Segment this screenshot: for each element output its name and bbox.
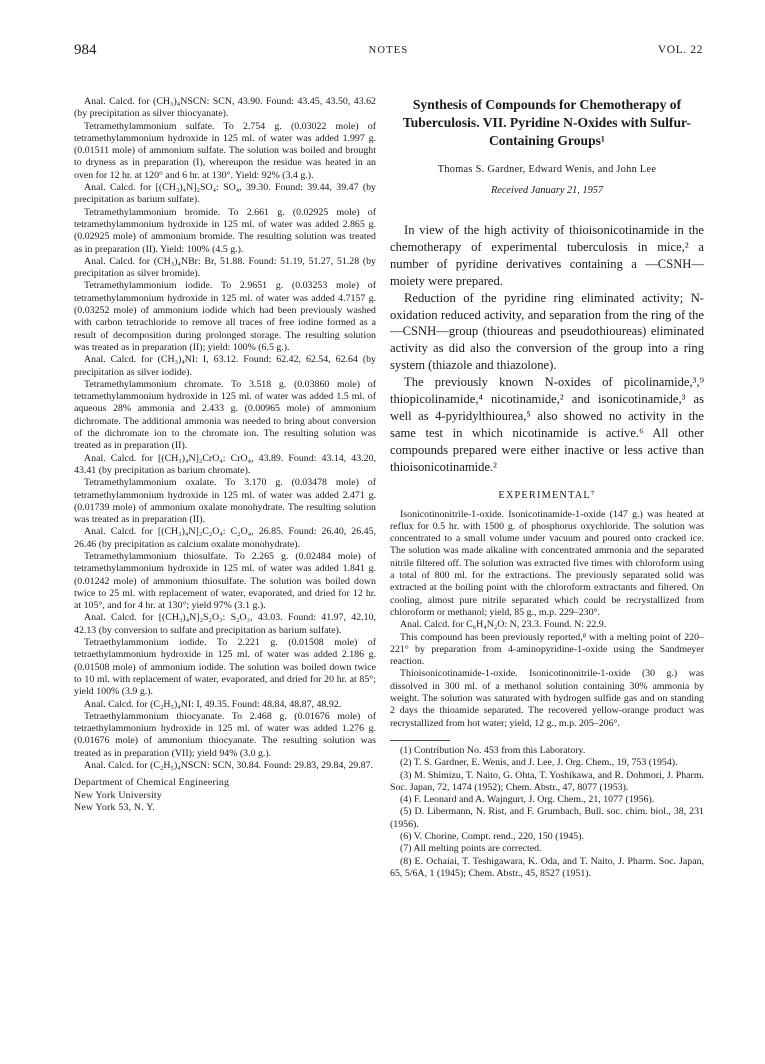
intro-paragraph: The previously known N-oxides of picolinamide,³,⁹ thiopicolinamide,⁴ nicotinamide,² and isonicotinamide,³ as well as 4-pyridylthiourea,⁵ also showed no activity in the same test in which nicotinamide is active.⁶ All other compounds prepared were either inactive or less active than thioisonicotinamide.² — [390, 375, 704, 474]
paragraph: Anal. Calcd. for [(CH₃)₄N]₂C₂O₄: C₂O₄, 26.85. Found: 26.40, 26.45, 26.46 (by precipitation as calcium oxalate monohydrate). — [74, 526, 376, 550]
running-title: NOTES — [368, 45, 409, 56]
paragraph: Tetramethylammonium sulfate. To 2.754 g. (0.03022 mole) of tetramethylammonium hydroxide in 125 ml. of water was added 1.997 g. (0.01511 mole) of ammonium sulfate. The solution was boiled and brought to dryness as in preparation (I), whereupon the residue was heated in an oven for 12 hr. at 120° and 6 hr. at 130°. Yield: 92% (3.4 g.). — [74, 120, 376, 181]
experimental-paragraph: Isonicotinonitrile-1-oxide. Isonicotinamide-1-oxide (147 g.) was heated at reflux for 0.5 hr. with 1500 g. of phosphorus oxychloride. The solution was concentrated to a small volume under vacuum and poured onto cracked ice. The solution was made alkaline with concentrated ammonia and the separated nitrile filtered off. The solution was extracted five times with chloroform using a total of 800 ml. for the extractions. The previously separated solid was extracted at the boiling point with the chloroform extractants and filtered. On cooling, almost pure nitrile separated which could be recrystallized from chloroform or methanol; yield, 85 g., m.p. 229–230°. — [390, 508, 704, 618]
paragraph: Tetramethylammonium iodide. To 2.9651 g. (0.03253 mole) of tetramethylammonium hydroxide in 125 ml. of water was added 4.7157 g. (0.03252 mole) of ammonium iodide which had been previously washed with carbon tetrachloride to remove all traces of free iodine formed as a result of decomposition during prolonged storage. The resulting solution was treated as in preparation (II); yield: 100% (6.5 g.). — [74, 280, 376, 353]
right-column — [390, 96, 704, 880]
left-paragraphs — [74, 96, 376, 772]
intro-paragraph: In view of the high activity of thioisonicotinamide in the chemotherapy of experimental tuberculosis in mice,² a number of pyridine derivatives containing a —CSNH— moiety were prepared. — [390, 223, 704, 288]
experimental-paragraph: Anal. Calcd. for C₆H₄N₂O: N, 23.3. Found. N: 22.9. — [400, 619, 607, 631]
intro-paragraph: Reduction of the pyridine ring eliminated activity; N-oxidation reduced activity, and separation from the ring of the —CSNH—group (thioureas and pseudothioureas) eliminated activity as did also the conversion of the group into a ring system (thiazole and thiazolone). — [390, 290, 704, 373]
reference-item: (8) E. Ochaiai, T. Teshigawara, K. Oda, and T. Naito, J. Pharm. Soc. Japan, 65, 5/6A, 1 (1945); Chem. Abstr., 45, 8527 (1951). — [390, 855, 704, 879]
paragraph: Anal. Calcd. for [(CH₃)₄N]₂S₂O₃: S₂O₃, 43.03. Found: 41.97, 42.10, 42.13 (by conversion to sulfate and precipitation as barium sulfate). — [74, 612, 376, 636]
references — [390, 745, 704, 880]
received-date: Received January 21, 1957 — [490, 185, 604, 196]
paragraph: Tetramethylammonium oxalate. To 3.170 g. (0.03478 mole) of tetramethylammonium hydroxide in 125 ml. of water was added 2.471 g. (0.01739 mole) of ammonium oxalate monohydrate. The resulting solution was treated as in preparation (II). — [74, 477, 376, 526]
paragraph: Anal. Calcd. for (CH₃)₄NBr: Br, 51.88. Found: 51.19, 51.27, 51.28 (by precipitation as silver bromide). — [74, 255, 376, 280]
experimental-paragraph: This compound has been previously reported,⁸ with a melting point of 220–221° by preparation from 4-aminopyridine-1-oxide using the Sandmeyer reaction. — [390, 631, 704, 668]
article-title: Synthesis of Compounds for Chemotherapy of Tuberculosis. VII. Pyridine N-Oxides with Sulfur-Containing Groups¹ — [402, 97, 692, 148]
paragraph: Tetramethylammonium chromate. To 3.518 g. (0.03860 mole) of tetramethylammonium hydroxide in 125 ml. of water was added 1.5 ml. of aqueous 28% ammonia and 2.433 g. (0.00965 mole) of ammonium dichromate. The additional ammonia was needed to bring about conversion of the dichromate ion to the chromate ion. The resulting solution was treated as in preparation (II). — [74, 378, 376, 452]
footnote-rule — [390, 740, 450, 741]
paragraph: Anal. Calcd. for [(CH₃)₄N]₂SO₄: SO₄, 39.30. Found: 39.44, 39.47 (by precipitation as barium sulfate). — [74, 182, 376, 206]
reference-item: (2) T. S. Gardner, E. Wenis, and J. Lee, J. Org. Chem., 19, 753 (1954). — [400, 757, 678, 769]
reference-item: (5) D. Libermann, N. Rist, and F. Grumbach, Bull. soc. chim. biol., 38, 231 (1956). — [390, 806, 704, 830]
paragraph: Anal. Calcd. for (C₂H₅)₄NSCN: SCN, 30.84. Found: 29.83, 29.84, 29.87. — [84, 760, 374, 772]
paragraph: Anal. Calcd. for [(CH₃)₄N]₂CrO₄: CrO₄, 43.89. Found: 43.14, 43.20, 43.41 (by precipitation as barium chromate). — [74, 452, 376, 476]
reference-item: (4) F. Leonard and A. Wajngurt, J. Org. Chem., 21, 1077 (1956). — [400, 794, 655, 806]
affiliation-line: Department of Chemical Engineering — [74, 777, 230, 789]
paragraph: Anal. Calcd. for (CH₃)₄NI: I, 63.12. Found: 62.42, 62.54, 62.64 (by precipitation as silver iodide). — [74, 354, 376, 378]
paragraph: Tetraethylammonium thiocyanate. To 2.468 g. (0.01676 mole) of tetraethylammonium hydroxide in 125 ml. of water was added 1.276 g. (0.01676 mole) of ammonium thiocyanate. The resulting solution was treated as in preparation (VII); yield 94% (3.0 g.). — [74, 710, 376, 759]
paragraph: Tetraethylammonium iodide. To 2.221 g. (0.01508 mole) of tetraethylammonium hydroxide in 125 ml. of water was added 2.186 g. (0.01508 mole) of ammonium iodide. The solution was boiled down twice to 10 ml. with replacement of water, evaporated, and dried for 20 hr. at 85°; yield 100% (3.9 g.). — [74, 637, 376, 698]
experimental-paragraph: Thioisonicotinamide-1-oxide. Isonicotinonitrile-1-oxide (30 g.) was dissolved in 300 ml. of a methanol solution containing 30% ammonia by weight. The solution was saturated with hydrogen sulfide gas and on standing 2 days the thioamide separated. The recovered yellow-orange product was recrystallized from hot water; yield, 12 g., m.p. 205–206°. — [390, 668, 704, 729]
affiliation-line: New York University — [74, 789, 163, 801]
article-authors: Thomas S. Gardner, Edward Wenis, and John Lee — [437, 164, 657, 175]
reference-item: (7) All melting points are corrected. — [400, 843, 542, 855]
paragraph: Anal. Calcd. for (CH₃)₄NSCN: SCN, 43.90. Found: 43.45, 43.50, 43.62 (by precipitation as silver thiocyanate). — [74, 96, 376, 120]
volume-label: VOL. 22 — [657, 44, 703, 56]
reference-item: (6) V. Chorine, Compt. rend., 220, 150 (1945). — [400, 831, 584, 843]
experimental-section — [390, 509, 704, 730]
affiliation — [74, 777, 376, 814]
article-intro — [390, 222, 704, 476]
page-header — [74, 42, 703, 62]
reference-item: (3) M. Shimizu, T. Naito, G. Ohta, T. Yoshikawa, and R. Dohmori, J. Pharm. Soc. Japan, 72, 1474 (1952); Chem. Abstr., 47, 8077 (1953). — [390, 769, 704, 793]
paragraph: Tetramethylammonium thiosulfate. To 2.265 g. (0.02484 mole) of tetramethylammonium hydroxide in 125 ml. of water was added 1.841 g. (0.01242 mole) of ammonium thiosulfate. The solution was boiled down twice to 25 ml. with replacement of water, evaporated, and dried for 12 hr. at 105°, and for 4 hr. at 130°; yield 97% (3.1 g.). — [74, 550, 376, 612]
experimental-heading: EXPERIMENTAL⁷ — [498, 489, 596, 501]
reference-item: (1) Contribution No. 453 from this Laboratory. — [400, 744, 586, 756]
paragraph: Tetramethylammonium bromide. To 2.661 g. (0.02925 mole) of tetramethylammonium hydroxide in 125 ml. of water was added 2.865 g. (0.02925 mole) of ammonium bromide. The resulting solution was treated as in preparation (II). Yield: 100% (4.5 g.). — [74, 206, 376, 255]
page-number: 984 — [74, 42, 97, 58]
affiliation-line: New York 53, N. Y. — [74, 802, 155, 814]
paragraph: Anal. Calcd. for (C₂H₅)₄NI: I, 49.35. Found: 48.84, 48.87, 48.92. — [84, 698, 342, 710]
left-column — [74, 96, 376, 815]
